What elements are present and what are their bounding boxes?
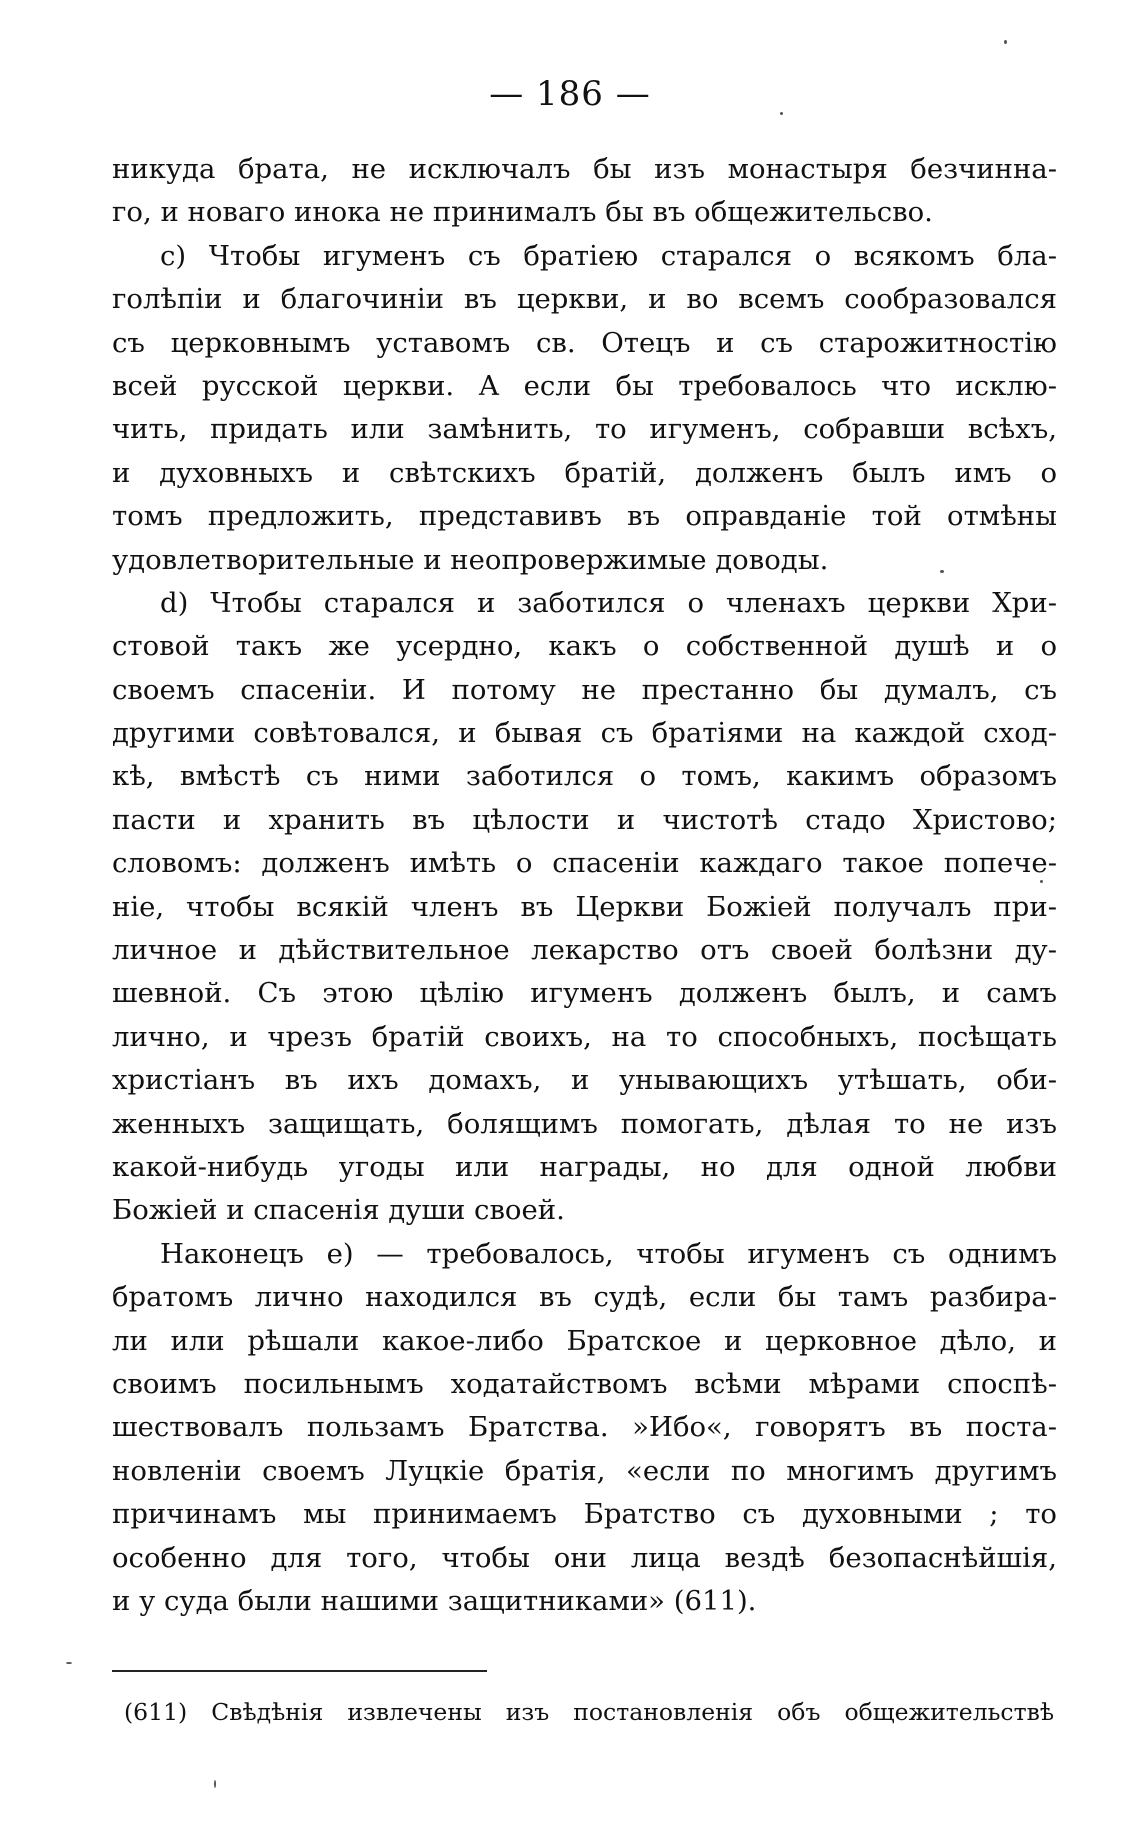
text-line: ли или рѣшали какое-либо Братское и церковное дѣло, и bbox=[112, 1324, 1057, 1357]
text-line: женныхъ защищать, болящимъ помогать, дѣлая то не изъ bbox=[112, 1107, 1057, 1140]
body-text bbox=[112, 148, 1057, 1623]
text-line: причинамъ мы принимаемъ Братство съ духовными ; то bbox=[112, 1498, 1057, 1531]
text-line: стовой такъ же усердно, какъ о собственной душѣ и о bbox=[112, 630, 1057, 663]
text-line: пасти и хранить въ цѣлости и чистотѣ стадо Христово; bbox=[112, 803, 1057, 836]
footnote: (611) Свѣдѣнiя извлечены изъ постановленiя объ общежительствѣ bbox=[124, 1698, 1054, 1726]
text-line: томъ предложить, представивъ въ оправданiе той отмѣны bbox=[112, 500, 1057, 533]
text-line: своимъ посильнымъ ходатайствомъ всѣми мѣрами споспѣ- bbox=[112, 1367, 1057, 1400]
text-line: Божiей и спасенiя души своей. bbox=[112, 1194, 565, 1227]
text-line: и духовныхъ и свѣтскихъ братiй, долженъ былъ имъ о bbox=[112, 456, 1057, 489]
text-line: шествовалъ пользамъ Братства. »Ибо«, говорятъ въ поста- bbox=[112, 1411, 1057, 1444]
scan-speck bbox=[66, 1662, 72, 1664]
text-line: чить, придать или замѣнить, то игуменъ, собравши всѣхъ, bbox=[112, 413, 1057, 446]
text-line: шевной. Съ этою цѣлiю игуменъ долженъ былъ, и самъ bbox=[112, 977, 1057, 1010]
page-number: — 186 — bbox=[489, 74, 651, 114]
text-line: своемъ спасенiи. И потому не престанно бы думалъ, съ bbox=[112, 673, 1057, 706]
scan-speck bbox=[1040, 880, 1043, 883]
text-line: всей русской церкви. А если бы требовалось что исклю- bbox=[112, 369, 1057, 402]
text-line: Наконецъ е) — требовалось, чтобы игуменъ съ однимъ bbox=[160, 1237, 1057, 1270]
text-line: новленiи своемъ Луцкiе братiя, «если по многимъ другимъ bbox=[112, 1454, 1057, 1487]
text-line: никуда брата, не исключалъ бы изъ монастыря безчинна- bbox=[112, 153, 1057, 185]
text-line: особенно для того, чтобы они лица вездѣ безопаснѣйшiя, bbox=[112, 1541, 1057, 1574]
text-line: голѣпiи и благочинiи въ церкви, и во всемъ сообразовался bbox=[112, 283, 1057, 316]
scan-speck bbox=[1004, 40, 1007, 44]
text-line: христiанъ въ ихъ домахъ, и унывающихъ утѣшать, оби- bbox=[112, 1064, 1057, 1097]
scan-speck bbox=[214, 1780, 216, 1788]
scan-speck bbox=[940, 570, 944, 573]
scan-speck bbox=[780, 112, 783, 115]
footnote-divider bbox=[112, 1670, 487, 1672]
text-line: и у суда были нашими защитниками» (611). bbox=[112, 1584, 757, 1617]
text-line: кѣ, вмѣстѣ съ ними заботился о томъ, какимъ образомъ bbox=[112, 760, 1057, 793]
text-line: личное и дѣйствительное лекарство отъ своей болѣзни ду- bbox=[112, 934, 1057, 967]
text-line: нiе, чтобы всякiй членъ въ Церкви Божiей получалъ при- bbox=[112, 890, 1057, 923]
text-line: d) Чтобы старался и заботился о членахъ церкви Хри- bbox=[160, 586, 1057, 619]
text-line: го, и новаго инока не принималъ бы въ общежительсво. bbox=[112, 196, 933, 229]
text-line: словомъ: долженъ имѣть о спасенiи каждаго такое попече- bbox=[112, 847, 1057, 880]
text-line: c) Чтобы игуменъ съ братiею старался о всякомъ бла- bbox=[160, 239, 1057, 272]
text-line: братомъ лично находился въ судѣ, если бы тамъ разбира- bbox=[112, 1281, 1057, 1314]
text-line: другими совѣтовался, и бывая съ братiями на каждой сход- bbox=[112, 717, 1057, 750]
text-line: лично, и чрезъ братiй своихъ, на то способныхъ, посѣщать bbox=[112, 1020, 1057, 1053]
text-line: съ церковнымъ уставомъ св. Отецъ и съ старожитностiю bbox=[112, 326, 1057, 359]
text-line: удовлетворительные и неопровержимые доводы. bbox=[112, 543, 829, 576]
text-line: какой-нибудь угоды или награды, но для одной любви bbox=[112, 1150, 1057, 1183]
